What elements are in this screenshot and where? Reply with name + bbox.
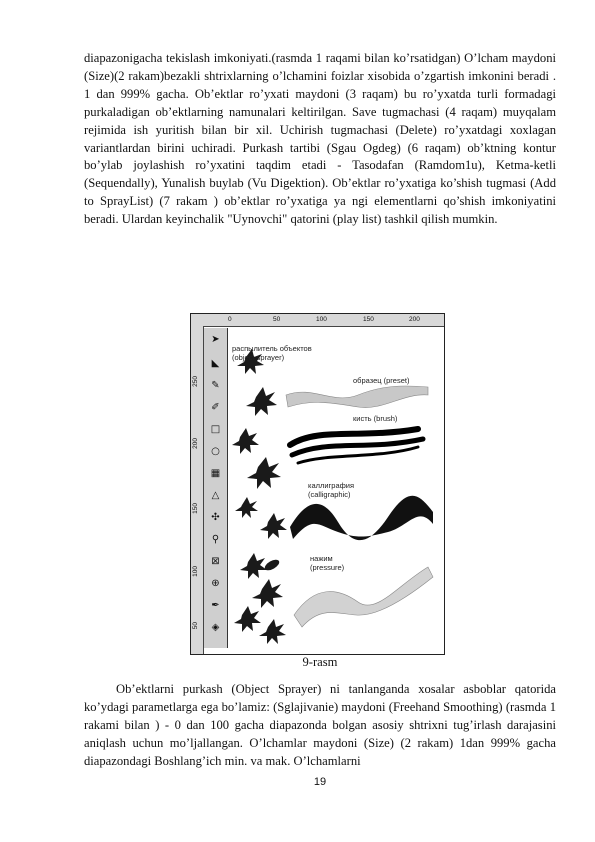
sprayed-leaves (232, 349, 287, 644)
pen-icon[interactable]: ✒ (211, 600, 220, 611)
preset-stroke (286, 386, 428, 408)
grid-icon[interactable]: ▦ (210, 468, 221, 479)
ruler-tick: 150 (192, 503, 199, 514)
figure-screenshot (190, 313, 445, 655)
vertical-ruler (191, 326, 204, 654)
toolbox (204, 328, 228, 648)
artistic-media-icon[interactable]: ✐ (211, 402, 220, 413)
page-number: 19 (313, 776, 327, 788)
drawing-canvas (228, 327, 444, 654)
freehand-icon[interactable]: ✎ (211, 380, 220, 391)
ruler-tick: 0 (228, 316, 232, 323)
ruler-tick: 200 (192, 438, 199, 449)
calligraphic-stroke (290, 496, 433, 540)
label-calligraphic-en: (calligraphic) (308, 489, 351, 499)
pointer-icon[interactable]: ➤ (211, 334, 220, 345)
label-calligraphic (308, 482, 354, 499)
label-pressure-ru: нажим (310, 554, 333, 563)
label-pressure-en: (pressure) (310, 562, 345, 572)
polygon-icon[interactable]: △ (211, 490, 220, 501)
rectangle-icon[interactable]: □ (210, 424, 221, 435)
body-paragraph-1: diapazonigacha tekislash imkoniyati.(rasmda 1 raqami bilan ko’rsatidgan) O’lcham maydoni (Size)(2 rakam)bezakli shtrixlarning o’lchamini foizlar xisobida o’zgartish imkonini beradi . 1 dan 999% gacha. Ob’ektlar ro’yxati maydoni (3 raqam) bu ro’yxatda turli formadagi purkaladigan ob’ektlarning namunalari keltirilgan. Save tugmachasi (4 raqam) muyqalam rejimida ish yuritish bilan bir xil. Uchirish tugmachasi (Delete) ro’yxatdagi xoxlagan variantlardan birini uchiradi. Purkash tartibi (Sgau Ogdeg) (6 raqam) ob’ktning kontur bo’ylab joylashish ro’yxatini taqdim etadi - Tasodafan (Ramdom1u), Ketma-ketli (Sequendally), Yunalish buylab (Vu Digektion). Ob’ektlar ro’yxatiga ko’shish tugmasi (Add to SprayList) (7 rakam ) ob’ektlar ro’yxatiga ya ngi elementlarni qo’shish imkoniyatini beradi. Ulardan keyinchalik "Uynovchi" qatorini (play list) tashkil qilish mumkin. (84, 51, 556, 227)
ruler-tick: 100 (316, 316, 327, 323)
ruler-tick: 150 (363, 316, 374, 323)
pressure-stroke (294, 567, 433, 627)
shape-icon[interactable]: ◣ (211, 358, 220, 369)
ruler-tick: 100 (192, 566, 199, 577)
label-calligraphic-ru: каллиграфия (308, 481, 355, 490)
interactive-icon[interactable]: ◈ (211, 622, 220, 633)
label-sprayer-ru: распылитель объектов (232, 344, 312, 353)
fill-icon[interactable]: ✣ (211, 512, 220, 523)
body-paragraph-2: Ob’ektlarni purkash (Object Sprayer) ni tanlanganda xosalar asboblar qatorida ko’ydagi parametlarga ega bo’lamiz: (Sglajivanie) maydoni (Freehand Smoothing) (rasmda 1 rakami bilan ) - 0 dan 100 gacha diapazonda bolgan asosiy shtrixni tug’irlash darajasini aniqlash uchun mo’ljallangan. O’lchamlar maydoni (Size) (2 rakam) 1dan 999% gacha diapazondagi Boshlang’ich min. va mak. O’lchamlarni (84, 682, 556, 768)
label-preset: образец (preset) (353, 376, 410, 385)
text-icon[interactable]: ⊠ (211, 556, 220, 567)
label-sprayer-en: (object sprayer) (232, 352, 285, 362)
ruler-tick: 50 (273, 316, 281, 323)
eyedropper-icon[interactable]: ⚲ (211, 534, 220, 545)
label-object-sprayer (232, 345, 312, 362)
ruler-tick: 200 (409, 316, 420, 323)
brush-stroke (290, 429, 423, 463)
ellipse-icon[interactable]: ○ (211, 446, 220, 457)
figure-caption: 9-rasm (302, 655, 338, 669)
zoom-icon[interactable]: ⊕ (211, 578, 220, 589)
ruler-tick: 50 (192, 622, 199, 630)
label-brush: кисть (brush) (353, 414, 398, 423)
ruler-tick: 250 (192, 376, 199, 387)
horizontal-ruler (191, 314, 444, 327)
label-pressure (310, 555, 344, 572)
